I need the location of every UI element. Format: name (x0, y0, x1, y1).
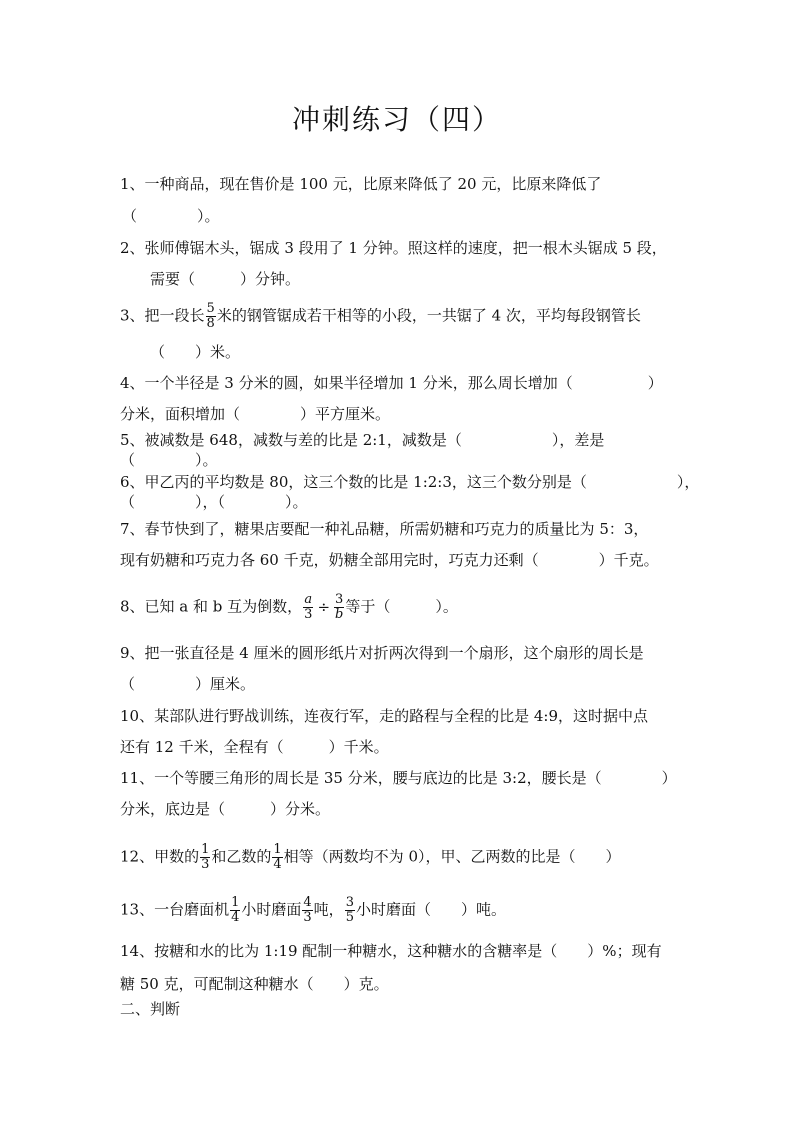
question-8-line (120, 593, 458, 622)
question-13-text-a: 13、一台磨面机 (120, 900, 230, 919)
fraction-denominator: 4 (231, 910, 240, 925)
fraction-denominator: 3 (201, 857, 210, 872)
question-5-line-2: （ ）。 (120, 451, 218, 469)
question-12-text-a: 12、甲数的 (120, 847, 200, 866)
fraction-3-5 (345, 896, 355, 925)
question-14-line-2: 糖 50 克，可配制这种糖水（ ）克。 (120, 975, 389, 993)
question-10-line-1: 10、某部队进行野战训练，连夜行军，走的路程与全程的比是 4:9，这时据中点 (120, 707, 648, 725)
question-11-line-2: 分米，底边是（ ）分米。 (120, 800, 331, 818)
question-4-line-2: 分米，面积增加（ ）平方厘米。 (120, 405, 391, 423)
question-13-text-d: 小时磨面（ ）吨。 (355, 900, 506, 919)
question-13-line (120, 896, 506, 925)
fraction-a-3 (303, 593, 313, 622)
fraction-numerator: 1 (201, 842, 210, 857)
page-title: 冲刺练习（四） (291, 103, 502, 136)
fraction-4-3 (302, 896, 312, 925)
question-7-line-2: 现有奶糖和巧克力各 60 千克，奶糖全部用完时，巧克力还剩（ ）千克。 (120, 551, 659, 569)
fraction-numerator: 4 (303, 895, 312, 910)
fraction-numerator: a (304, 592, 313, 607)
question-7-line-1: 7、春节快到了，糖果店要配一种礼品糖，所需奶糖和巧克力的质量比为 5：3， (120, 520, 649, 538)
fraction-1-4 (230, 896, 240, 925)
question-12-text-c: 相等（两数均不为 0），甲、乙两数的比是（ ） (283, 847, 621, 866)
fraction-numerator: 3 (335, 592, 344, 607)
divide-sign: ÷ (317, 597, 331, 616)
fraction-numerator: 1 (231, 895, 240, 910)
question-3-text-b: 米的钢管锯成若干相等的小段，一共锯了 4 次，平均每段钢管长 (216, 306, 641, 325)
question-12-text-b: 和乙数的 (211, 847, 272, 866)
question-13-text-b: 小时磨面 (241, 900, 302, 919)
question-9-line-2: （ ）厘米。 (120, 675, 256, 693)
question-9-line-1: 9、把一张直径是 4 厘米的圆形纸片对折两次得到一个扇形，这个扇形的周长是 (120, 644, 644, 662)
question-2-line-2: 需要（ ）分钟。 (150, 270, 301, 288)
question-5-line-1: 5、被减数是 648，减数与差的比是 2:1，减数是（ ），差是 (120, 431, 605, 449)
fraction-1-3 (200, 843, 210, 872)
question-1-line-1: 1、一种商品，现在售价是 100 元，比原来降低了 20 元，比原来降低了 (120, 175, 602, 193)
fraction-denominator: b (335, 607, 344, 622)
fraction-3-b (334, 593, 344, 622)
fraction-numerator: 3 (345, 895, 354, 910)
fraction-denominator: 4 (273, 857, 282, 872)
question-8-text-b: 等于（ ）。 (345, 597, 458, 616)
fraction-denominator: 8 (206, 316, 215, 331)
question-13-text-c: 吨， (313, 900, 344, 919)
question-2-line-1: 2、张师傅锯木头，锯成 3 段用了 1 分钟。照这样的速度，把一根木头锯成 5 段， (120, 239, 667, 257)
fraction-denominator: 3 (304, 607, 313, 622)
question-11-line-1: 11、一个等腰三角形的周长是 35 分米，腰与底边的比是 3:2，腰长是（ ） (120, 769, 677, 787)
question-3-line-1 (120, 302, 641, 331)
fraction-5-8 (206, 302, 216, 331)
question-4-line-1: 4、一个半径是 3 分米的圆，如果半径增加 1 分米，那么周长增加（ ） (120, 374, 663, 392)
fraction-denominator: 3 (303, 910, 312, 925)
fraction-denominator: 5 (345, 910, 354, 925)
question-1-line-2: （ ）。 (122, 207, 220, 225)
question-10-line-2: 还有 12 千米，全程有（ ）千米。 (120, 738, 389, 756)
question-3-line-2: （ ）米。 (150, 343, 241, 361)
question-12-line (120, 843, 621, 872)
question-3-text-a: 3、把一段长 (120, 306, 205, 325)
question-14-line-1: 14、按糖和水的比为 1:19 配制一种糖水，这种糖水的含糖率是（ ）%；现有 (120, 942, 662, 960)
question-8-text-a: 8、已知 a 和 b 互为倒数， (120, 597, 303, 616)
fraction-numerator: 1 (273, 842, 282, 857)
fraction-1-4 (272, 843, 282, 872)
question-6-line-2: （ ），（ ）。 (120, 493, 308, 511)
question-6-line-1: 6、甲乙丙的平均数是 80，这三个数的比是 1:2:3，这三个数分别是（ ）， (120, 473, 700, 491)
fraction-numerator: 5 (206, 301, 215, 316)
section-heading-judgment: 二、判断 (120, 1000, 181, 1018)
